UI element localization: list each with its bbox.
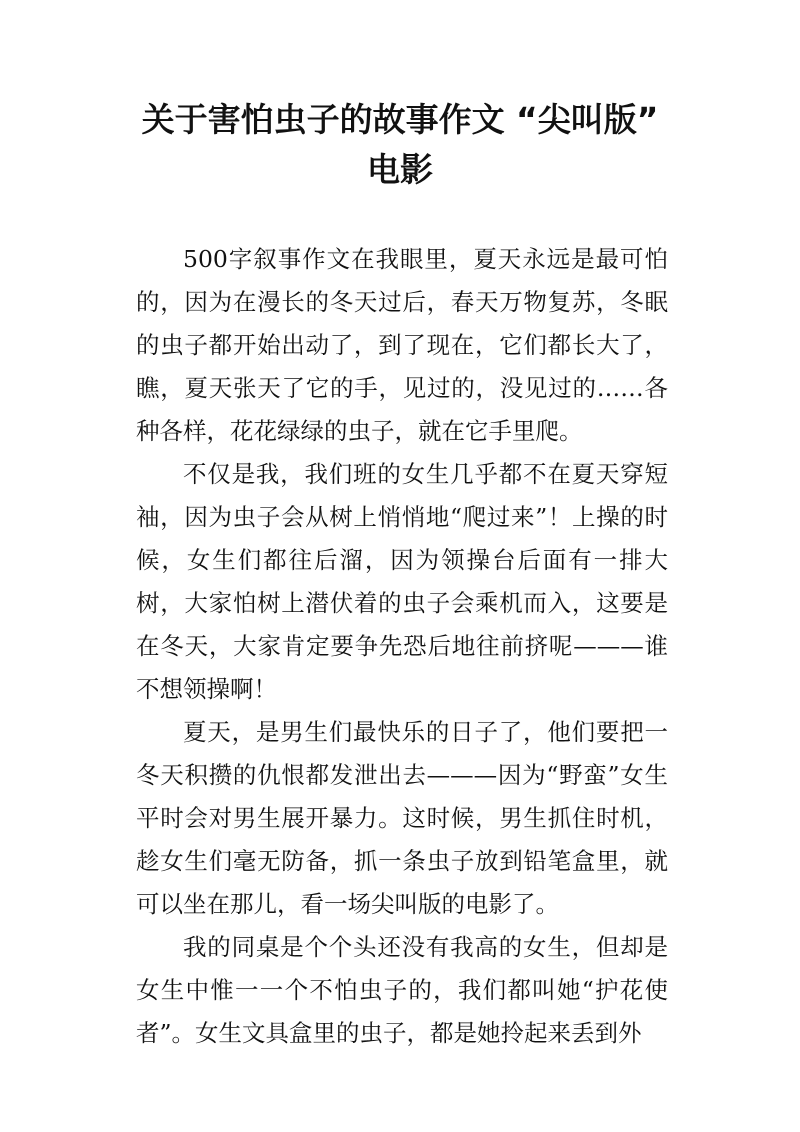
document-body [136, 238, 668, 1055]
paragraph-4: 我的同桌是个个头还没有我高的女生，但却是女生中惟一一个不怕虫子的，我们都叫她“护花使者”。女生文具盒里的虫子，都是她拎起来丢到外 [136, 933, 668, 1047]
paragraph-2: 不仅是我，我们班的女生几乎都不在夏天穿短袖，因为虫子会从树上悄悄地“爬过来”！上操的时候，女生们都往后溜，因为领操台后面有一排大树，大家怕树上潜伏着的虫子会乘机而入，这要是在冬天，大家肯定要争先恐后地往前挤呢———谁不想领操啊！ [136, 460, 668, 703]
title-line-2: 电影 [367, 150, 433, 189]
title-line-1: 关于害怕虫子的故事作文 “尖叫版” [141, 100, 659, 139]
paragraph-3: 夏天，是男生们最快乐的日子了，他们要把一冬天积攒的仇恨都发泄出去———因为“野蛮”女生平时会对男生展开暴力。这时候，男生抓住时机，趁女生们毫无防备，抓一条虫子放到铅笔盒里，就可以坐在那儿，看一场尖叫版的电影了。 [136, 718, 668, 918]
document-title [110, 95, 690, 195]
paragraph-1: 500字叙事作文在我眼里，夏天永远是最可怕的，因为在漫长的冬天过后，春天万物复苏，冬眠的虫子都开始出动了，到了现在，它们都长大了，瞧，夏天张天了它的手，见过的，没见过的……各种各样，花花绿绿的虫子，就在它手里爬。 [136, 245, 668, 445]
